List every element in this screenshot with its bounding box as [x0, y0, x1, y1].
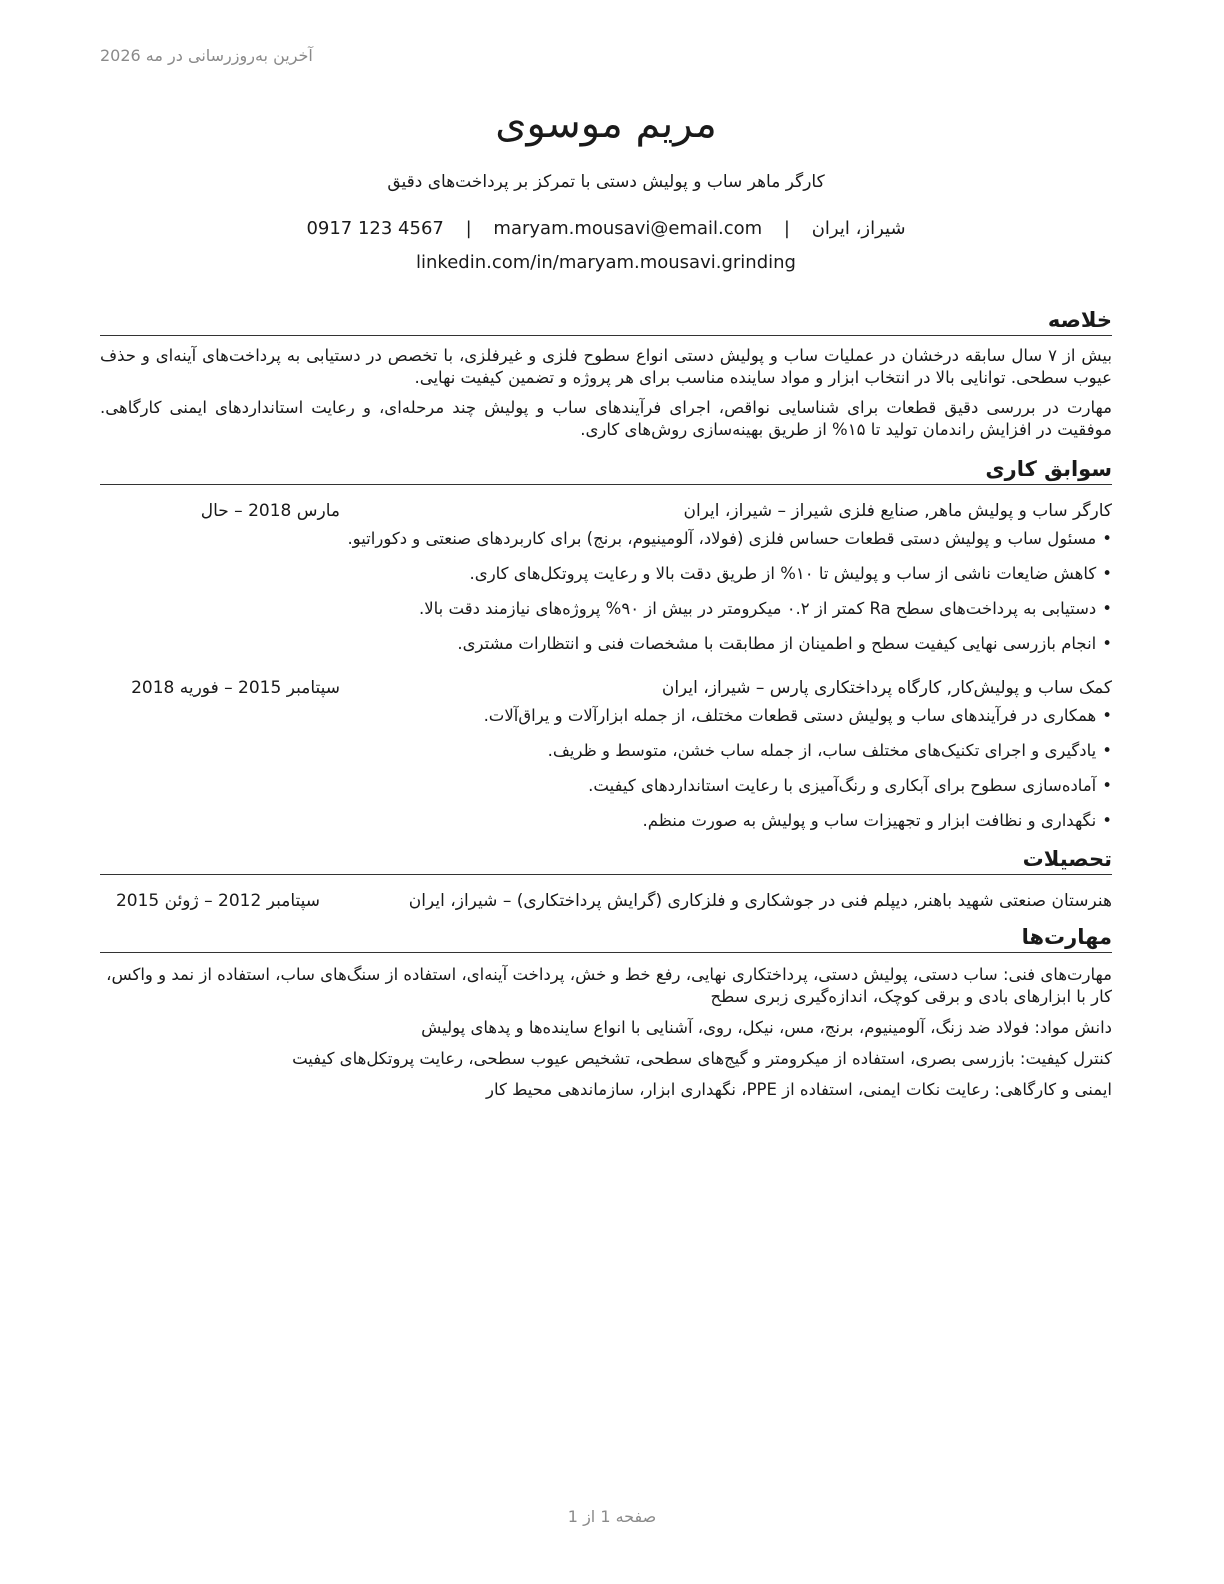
- skills-title: مهارت‌ها: [100, 923, 1112, 953]
- education-section: [100, 845, 1112, 913]
- list-item: •مسئول ساب و پولیش دستی قطعات حساس فلزی (فولاد، آلومینیوم، برنج) برای کاربردهای صنعتی و دکوراتیو.: [347, 529, 1112, 548]
- education-heading: هنرستان صنعتی شهید باهنر, دیپلم فنی در جوشکاری و فلزکاری (گرایش پرداختکاری) – شیراز، ایران: [408, 891, 1112, 911]
- contact-block: [100, 212, 1112, 280]
- job-entry: [100, 676, 1112, 833]
- job-bullets: [100, 527, 1112, 656]
- skill-line: کنترل کیفیت: بازرسی بصری، استفاده از میکرومتر و گیج‌های سطحی، تشخیص عیوب سطحی، رعایت پروتکل‌های کیفیت: [292, 1049, 1112, 1068]
- linkedin-link[interactable]: linkedin.com/in/maryam.mousavi.grinding: [416, 252, 796, 273]
- summary-section: [100, 306, 1112, 441]
- candidate-name: مریم موسوی: [495, 101, 717, 147]
- job-dates: سپتامبر 2015 – فوریه 2018: [131, 678, 340, 698]
- job-entry: [100, 499, 1112, 656]
- list-item: •کاهش ضایعات ناشی از ساب و پولیش تا ۱۰% از طریق دقت بالا و رعایت پروتکل‌های کاری.: [469, 564, 1112, 583]
- contact-separator: |: [783, 218, 790, 239]
- candidate-tagline: کارگر ماهر ساب و پولیش دستی با تمرکز بر پرداخت‌های دقیق: [387, 172, 825, 192]
- list-item: •همکاری در فرآیندهای ساب و پولیش دستی قطعات مختلف، از جمله ابزارآلات و یراق‌آلات.: [483, 706, 1112, 725]
- job-heading: کارگر ساب و پولیش ماهر, صنایع فلزی شیراز – شیراز، ایران: [683, 501, 1112, 521]
- list-item: •یادگیری و اجرای تکنیک‌های مختلف ساب، از جمله ساب خشن، متوسط و ظریف.: [547, 741, 1112, 760]
- skill-line: ایمنی و کارگاهی: رعایت نکات ایمنی، استفاده از PPE، نگهداری ابزار، سازماندهی محیط کار: [486, 1080, 1112, 1099]
- list-item: •انجام بازرسی نهایی کیفیت سطح و اطمینان از مطابقت با مشخصات فنی و انتظارات مشتری.: [457, 634, 1112, 653]
- page-number: صفحه 1 از 1: [567, 1507, 657, 1526]
- last-updated-note: آخرین به‌روزرسانی در مه 2026: [100, 46, 313, 65]
- job-heading: کمک ساب و پولیش‌کار, کارگاه پرداختکاری پارس – شیراز، ایران: [661, 678, 1112, 698]
- list-item: •نگهداری و نظافت ابزار و تجهیزات ساب و پولیش به صورت منظم.: [642, 811, 1112, 830]
- education-entry: [100, 889, 1112, 913]
- education-dates: سپتامبر 2012 – ژوئن 2015: [115, 891, 320, 911]
- list-item: •دستیابی به پرداخت‌های سطح Ra کمتر از ۰.۲ میکرومتر در بیش از ۹۰% پروژه‌های نیازمند دقت بالا.: [418, 599, 1112, 618]
- phone-number[interactable]: 0917 123 4567: [306, 218, 444, 239]
- job-header: [100, 676, 1112, 700]
- job-header: [100, 499, 1112, 523]
- education-title: تحصیلات: [100, 845, 1112, 875]
- skill-line: دانش مواد: فولاد ضد زنگ، آلومینیوم، برنج، مس، نیکل، روی، آشنایی با انواع ساینده‌ها و پدهای پولیش: [421, 1018, 1112, 1037]
- summary-paragraph: بیش از ۷ سال سابقه درخشان در عملیات ساب و پولیش دستی انواع سطوح فلزی و غیرفلزی، با تخصص در دستیابی به پرداخت‌های آینه‌ای و حذف عیوب سطحی. توانایی بالا در انتخاب ابزار و مواد ساینده مناسب برای هر پروژه و تضمین کیفیت نهایی.: [100, 346, 1113, 387]
- skills-section: [100, 923, 1112, 1101]
- resume-page: [100, 96, 1112, 1101]
- summary-title: خلاصه: [100, 306, 1112, 336]
- skill-line: مهارت‌های فنی: ساب دستی، پولیش دستی، پرداختکاری نهایی، رفع خط و خش، پرداخت آینه‌ای، استفاده از سنگ‌های ساب، استفاده از نمد و واکس، کار با ابزارهای بادی و برقی کوچک، اندازه‌گیری زبری سطح: [106, 965, 1112, 1006]
- location: شیراز، ایران: [811, 218, 906, 239]
- experience-title: سوابق کاری: [100, 455, 1112, 485]
- list-item: •آماده‌سازی سطوح برای آبکاری و رنگ‌آمیزی با رعایت استانداردهای کیفیت.: [588, 776, 1112, 795]
- contact-line: [100, 212, 1112, 246]
- summary-paragraph: مهارت در بررسی دقیق قطعات برای شناسایی نواقص، اجرای فرآیندهای ساب و پولیش چند مرحله‌ای، و رعایت استانداردهای ایمنی کارگاهی. موفقیت در افزایش راندمان تولید تا ۱۵% از طریق بهینه‌سازی روش‌های کاری.: [100, 398, 1112, 439]
- job-dates: مارس 2018 – حال: [200, 501, 340, 521]
- contact-separator: |: [465, 218, 472, 239]
- email-link[interactable]: maryam.mousavi@email.com: [493, 218, 763, 239]
- job-bullets: [100, 704, 1112, 833]
- experience-section: [100, 455, 1112, 833]
